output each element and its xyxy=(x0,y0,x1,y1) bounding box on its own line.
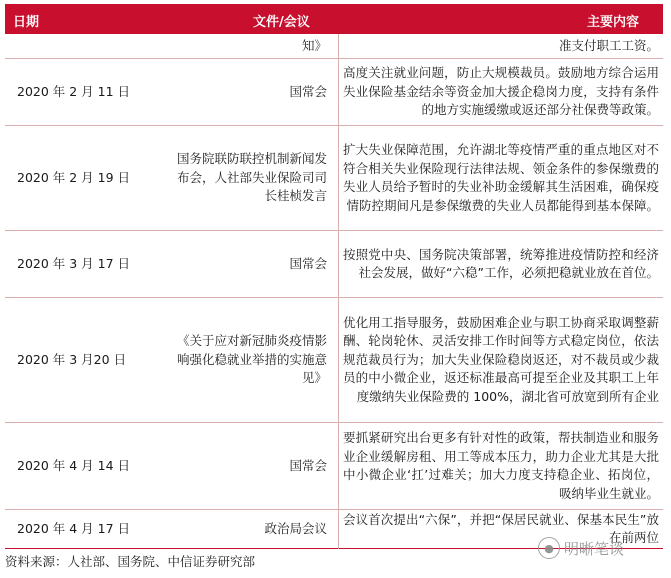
header-content: 主要内容 xyxy=(587,15,640,30)
table-row xyxy=(5,423,663,510)
source-note: 资料来源：人社部、国务院、中信证券研究部 xyxy=(5,554,256,569)
row-content: 扩大失业保障范围，允许湖北等疫情严重的重点地区对不符合相关失业保险现行法律法规、领金条件的参保缴费的失业人员给予暂时的失业补助金缓解其生活困难，确保疫情防控期间凡是参保缴费的失业人员都能得到基本保障。 xyxy=(343,142,659,213)
row-doc: 国常会 xyxy=(289,255,327,271)
row-doc: 国常会 xyxy=(289,83,327,99)
table-header xyxy=(5,4,663,34)
row-date: 2020 年 3 月 17 日 xyxy=(17,255,131,271)
row-content: 要抓紧研究出台更多有针对性的政策，帮扶制造业和服务业企业缓解房租、用工等成本压力，助力企业尤其是大批中小微企业‘扛’过难关；加大力度支持稳企业、拓岗位，吸纳毕业生就业。 xyxy=(343,430,659,501)
row-content: 会议首次提出“六保”，并把“保居民就业、保基本民生”放在前两位 xyxy=(343,511,659,545)
row-date: 2020 年 2 月 19 日 xyxy=(17,169,131,185)
table-row xyxy=(5,59,663,126)
row-doc: 知》 xyxy=(301,37,327,53)
row-doc: 《关于应对新冠肺炎疫情影响强化稳就业举措的实施意见》 xyxy=(176,333,327,386)
table-row xyxy=(5,126,663,231)
row-doc: 政治局会议 xyxy=(264,520,327,536)
row-content: 准支付职工工资。 xyxy=(558,37,659,53)
row-date: 2020 年 3 月20 日 xyxy=(17,351,127,367)
row-content: 高度关注就业问题，防止大规模裁员。鼓励地方综合运用失业保险基金结余等资金加大援企稳岗力度，支持有条件的地方实施缓缴或返还部分社保费等政策。 xyxy=(343,65,659,118)
table-row xyxy=(5,231,663,298)
table-row xyxy=(5,298,663,423)
row-date: 2020 年 4 月 17 日 xyxy=(17,520,131,536)
watermark xyxy=(538,537,624,559)
table-row xyxy=(5,34,663,59)
row-doc: 国常会 xyxy=(289,457,327,473)
column-divider xyxy=(338,34,339,549)
row-doc: 国务院联防联控机制新闻发布会，人社部失业保险司司长桂桢发言 xyxy=(176,151,327,204)
row-date: 2020 年 2 月 11 日 xyxy=(17,83,131,99)
wechat-icon: ● xyxy=(538,537,560,559)
header-date: 日期 xyxy=(13,15,40,30)
row-date: 2020 年 4 月 14 日 xyxy=(17,457,131,473)
row-date xyxy=(5,34,145,58)
row-content: 按照党中央、国务院决策部署，统筹推进疫情防控和经济社会发展，做好“六稳”工作，必须把稳就业放在首位。 xyxy=(343,246,659,280)
watermark-text: 明晰笔谈 xyxy=(564,539,625,558)
header-doc: 文件/会议 xyxy=(253,15,310,30)
row-content: 优化用工指导服务，鼓励困难企业与职工协商采取调整薪酬、轮岗轮休、灵活安排工作时间等方式稳定岗位，依法规范裁员行为；加大失业保险稳岗返还，对不裁员或少裁员的中小微企业，返还标准最高可提至企业及其职工上年度缴纳失业保险费的 100%，湖北省可放宽到所有企业 xyxy=(343,314,659,404)
